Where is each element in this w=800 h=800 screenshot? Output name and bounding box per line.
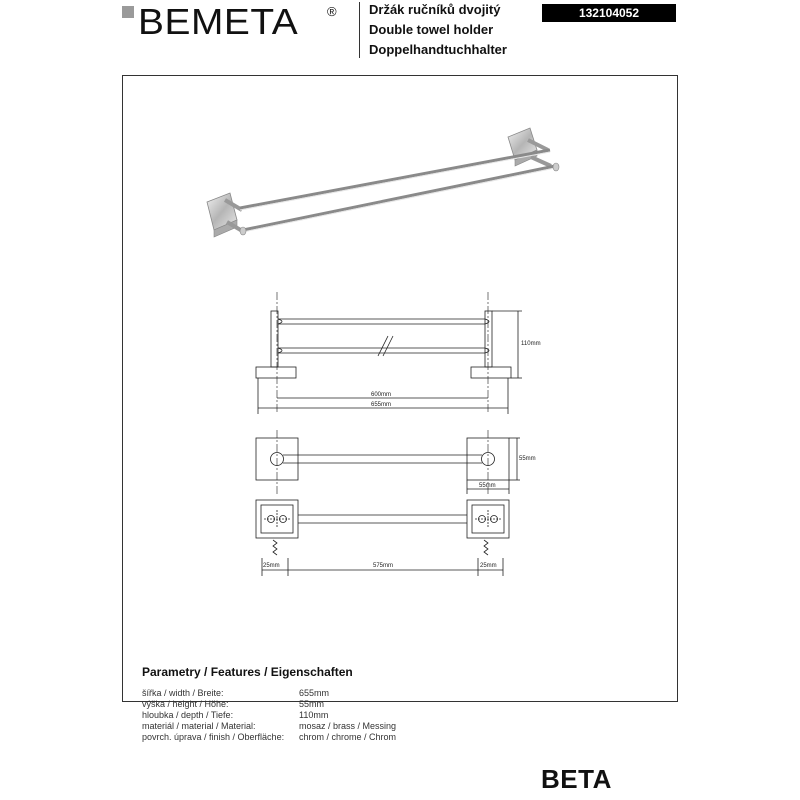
param-label: výška / height / Höhe:	[142, 699, 229, 709]
title-cz: Držák ručníků dvojitý	[369, 2, 501, 17]
dim-offset-right-label: 25mm	[480, 563, 497, 569]
param-row	[142, 721, 396, 732]
param-value: 55mm	[299, 699, 325, 709]
param-value: 655mm	[299, 688, 330, 698]
param-value: chrom / chrome / Chrom	[299, 732, 397, 742]
parameters-table	[142, 688, 396, 743]
param-row	[142, 710, 396, 721]
parameters-heading: Parametry / Features / Eigenschaften	[142, 665, 353, 679]
param-row	[142, 688, 396, 699]
dim-offset-left-label: 25mm	[263, 563, 280, 569]
param-value: 110mm	[299, 710, 329, 720]
dim-bar-length-label: 600mm	[371, 392, 392, 398]
param-label: povrch. úprava / finish / Oberfläche:	[142, 732, 285, 742]
dim-depth-label: 55mm	[519, 456, 536, 462]
dim-span-label: 575mm	[373, 563, 394, 569]
registered-mark: ®	[327, 4, 337, 19]
product-code: 132104052	[542, 4, 676, 22]
dim-total-width-label: 655mm	[371, 402, 392, 408]
brand-name: BEMETA	[138, 1, 299, 42]
param-value: mosaz / brass / Messing	[299, 721, 397, 731]
title-de: Doppelhandtuchhalter	[369, 42, 507, 57]
param-label: materiál / material / Material:	[142, 721, 256, 731]
title-en: Double towel holder	[369, 22, 494, 37]
param-label: hloubka / depth / Tiefe:	[142, 710, 234, 720]
param-label: šířka / width / Breite:	[142, 688, 224, 698]
product-illustration	[207, 128, 559, 237]
series-name: BETA	[541, 764, 612, 794]
dim-height-label: 110mm	[521, 341, 541, 347]
dim-flange-label: 55mm	[479, 483, 496, 489]
param-row	[142, 699, 396, 710]
param-row	[142, 732, 396, 743]
